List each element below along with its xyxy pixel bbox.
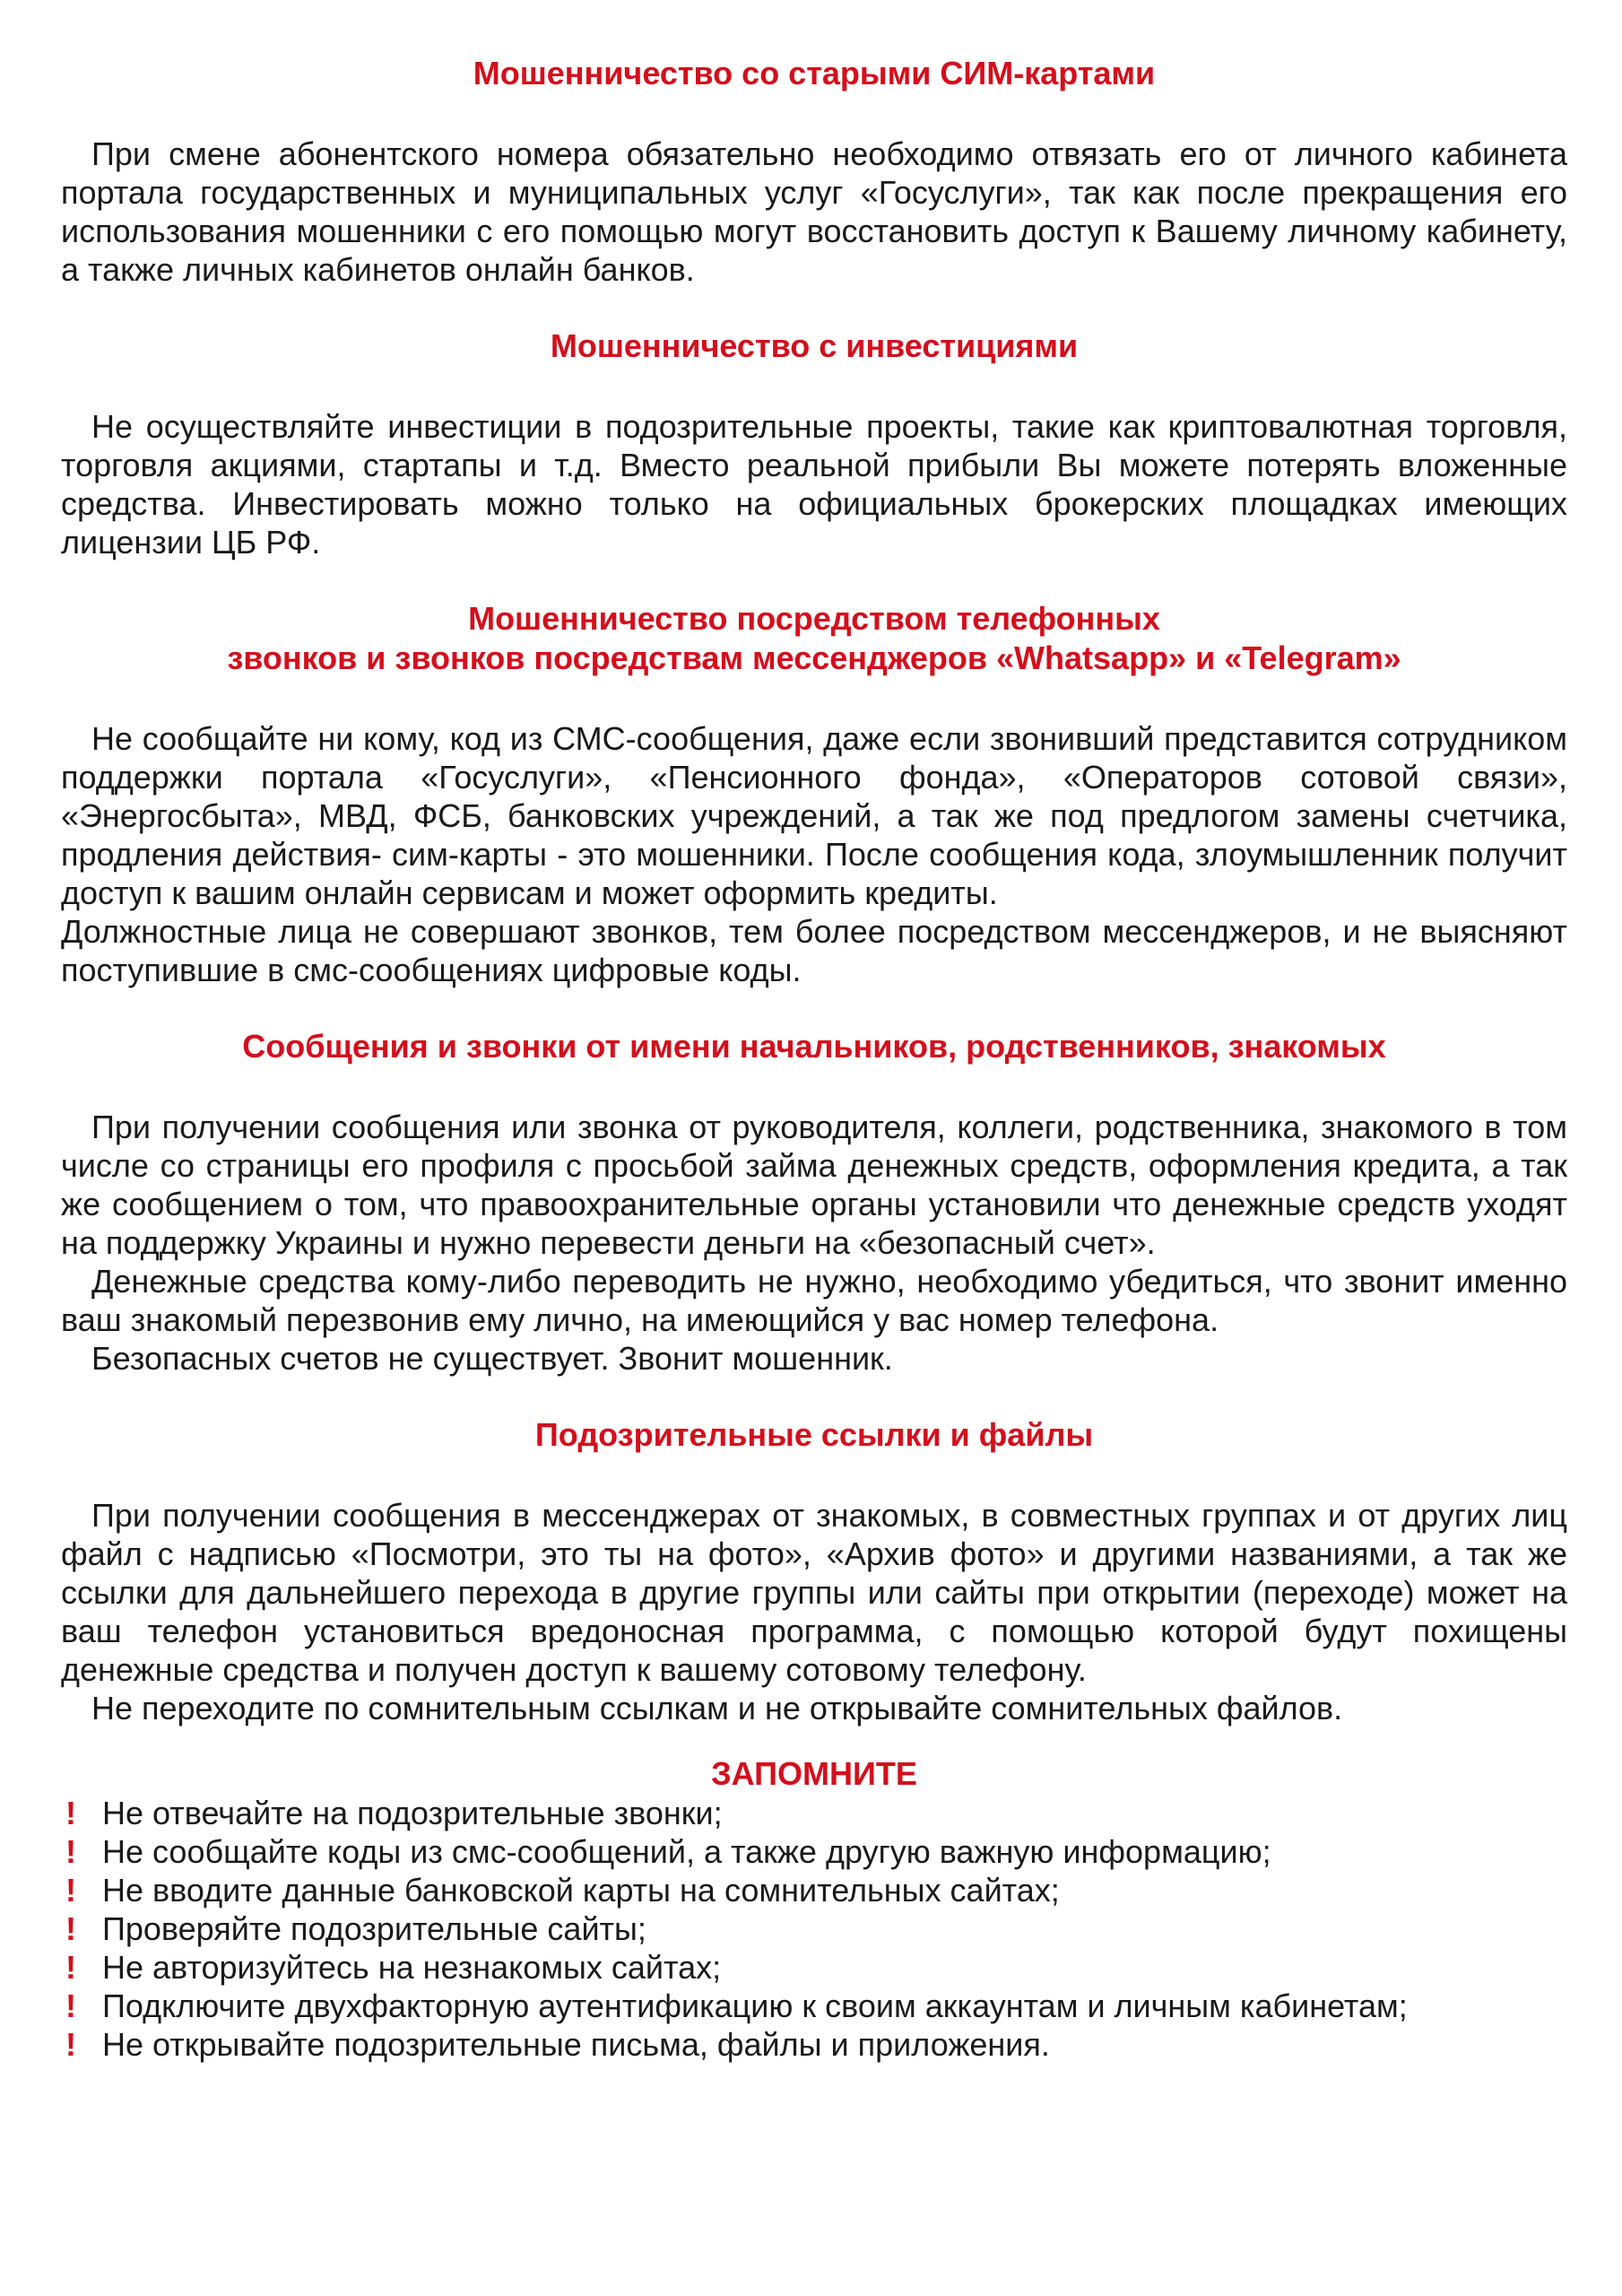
section-title-investments bbox=[61, 326, 1567, 366]
list-item bbox=[61, 1794, 1567, 1832]
title-line: Сообщения и звонки от имени начальников, родственников, знакомых bbox=[242, 1028, 1386, 1065]
title-line: Мошенничество с инвестициями bbox=[550, 327, 1079, 364]
exclamation-icon: ! bbox=[65, 1872, 76, 1909]
list-item-text: Не сообщайте коды из смс-сообщений, а также другую важную информацию; bbox=[102, 1833, 1271, 1870]
section-title-impersonation bbox=[61, 1027, 1567, 1066]
section-title-phone-calls bbox=[61, 599, 1567, 678]
exclamation-icon: ! bbox=[65, 1795, 76, 1831]
title-line: Мошенничество со старыми СИМ-картами bbox=[473, 55, 1156, 91]
exclamation-icon: ! bbox=[65, 1910, 76, 1947]
title-line: звонков и звонков посредствам мессенджеров «Whatsapp» и «Telegram» bbox=[227, 639, 1401, 676]
list-item bbox=[61, 1987, 1567, 2025]
list-item-text: Не авторизуйтесь на незнакомых сайтах; bbox=[102, 1949, 722, 1986]
list-item bbox=[61, 1909, 1567, 1948]
exclamation-icon: ! bbox=[65, 1833, 76, 1870]
title-line: Мошенничество посредством телефонных bbox=[468, 600, 1160, 637]
section-title-suspicious-links bbox=[61, 1415, 1567, 1455]
remember-list bbox=[61, 1794, 1567, 2064]
list-item-text: Не открывайте подозрительные письма, файлы и приложения. bbox=[102, 2026, 1050, 2063]
exclamation-icon: ! bbox=[65, 2026, 76, 2063]
paragraph: Денежные средства кому-либо переводить не нужно, необходимо убедиться, что звонит именно ваш знакомый перезвонив ему лично, на имеющийся у вас номер телефона. bbox=[61, 1263, 1567, 1338]
list-item-text: Не вводите данные банковской карты на сомнительных сайтах; bbox=[102, 1872, 1060, 1909]
paragraph: Не сообщайте ни кому, код из СМС-сообщения, даже если звонивший представится сотрудником поддержки портала «Госуслуги», «Пенсионного фонда», «Операторов сотовой связи», «Энергосбыта», МВД, ФСБ, банковских учреждений, а так же под предлогом замены счетчика, продления действия- сим-карты - это мошенники. После сообщения кода, злоумышленник получит доступ к вашим онлайн сервисам и может оформить кредиты. bbox=[61, 720, 1567, 911]
list-item bbox=[61, 2025, 1567, 2064]
title-line: Подозрительные ссылки и файлы bbox=[534, 1416, 1094, 1453]
paragraph: Безопасных счетов не существует. Звонит мошенник. bbox=[91, 1340, 893, 1377]
paragraph: При смене абонентского номера обязательно необходимо отвязать его от личного кабинета портала государственных и муниципальных услуг «Госуслуги», так как после прекращения его использования мошенники с его помощью могут восстановить доступ к Вашему личному кабинету, а также личных кабинетов онлайн банков. bbox=[61, 135, 1567, 288]
list-item-text: Подключите двухфакторную аутентификацию к своим аккаунтам и личным кабинетам; bbox=[102, 1987, 1408, 2024]
list-item bbox=[61, 1832, 1567, 1871]
exclamation-icon: ! bbox=[65, 1949, 76, 1986]
remember-title: ЗАПОМНИТЕ bbox=[711, 1755, 917, 1792]
section-title-old-sim bbox=[61, 54, 1567, 93]
list-item bbox=[61, 1948, 1567, 1987]
list-item-text: Не отвечайте на подозрительные звонки; bbox=[102, 1795, 723, 1831]
list-item-text: Проверяйте подозрительные сайты; bbox=[102, 1910, 646, 1947]
paragraph: Должностные лица не совершают звонков, тем более посредством мессенджеров, и не выясняют поступившие в смс-сообщениях цифровые коды. bbox=[61, 913, 1567, 988]
exclamation-icon: ! bbox=[65, 1987, 76, 2024]
paragraph: Не осуществляйте инвестиции в подозрительные проекты, такие как криптовалютная торговля, торговля акциями, стартапы и т.д. Вместо реальной прибыли Вы можете потерять вложенные средства. Инвестировать можно только на официальных брокерских площадках имеющих лицензии ЦБ РФ. bbox=[61, 408, 1567, 561]
document-page bbox=[61, 54, 1567, 2064]
paragraph: При получении сообщения или звонка от руководителя, коллеги, родственника, знакомого в том числе со страницы его профиля с просьбой займа денежных средств, оформления кредита, а так же сообщением о том, что правоохранительные органы установили что денежные средств уходят на поддержку Украины и нужно перевести деньги на «безопасный счет». bbox=[61, 1109, 1567, 1261]
paragraph: При получении сообщения в мессенджерах от знакомых, в совместных группах и от других лиц файл с надписью «Посмотри, это ты на фото», «Архив фото» и другими названиями, а так же ссылки для дальнейшего перехода в другие группы или сайты при открытии (переходе) может на ваш телефон установиться вредоносная программа, с помощью которой будут похищены денежные средства и получен доступ к вашему сотовому телефону. bbox=[61, 1497, 1567, 1688]
list-item bbox=[61, 1871, 1567, 1909]
paragraph: Не переходите по сомнительным ссылкам и не открывайте сомнительных файлов. bbox=[91, 1690, 1343, 1726]
